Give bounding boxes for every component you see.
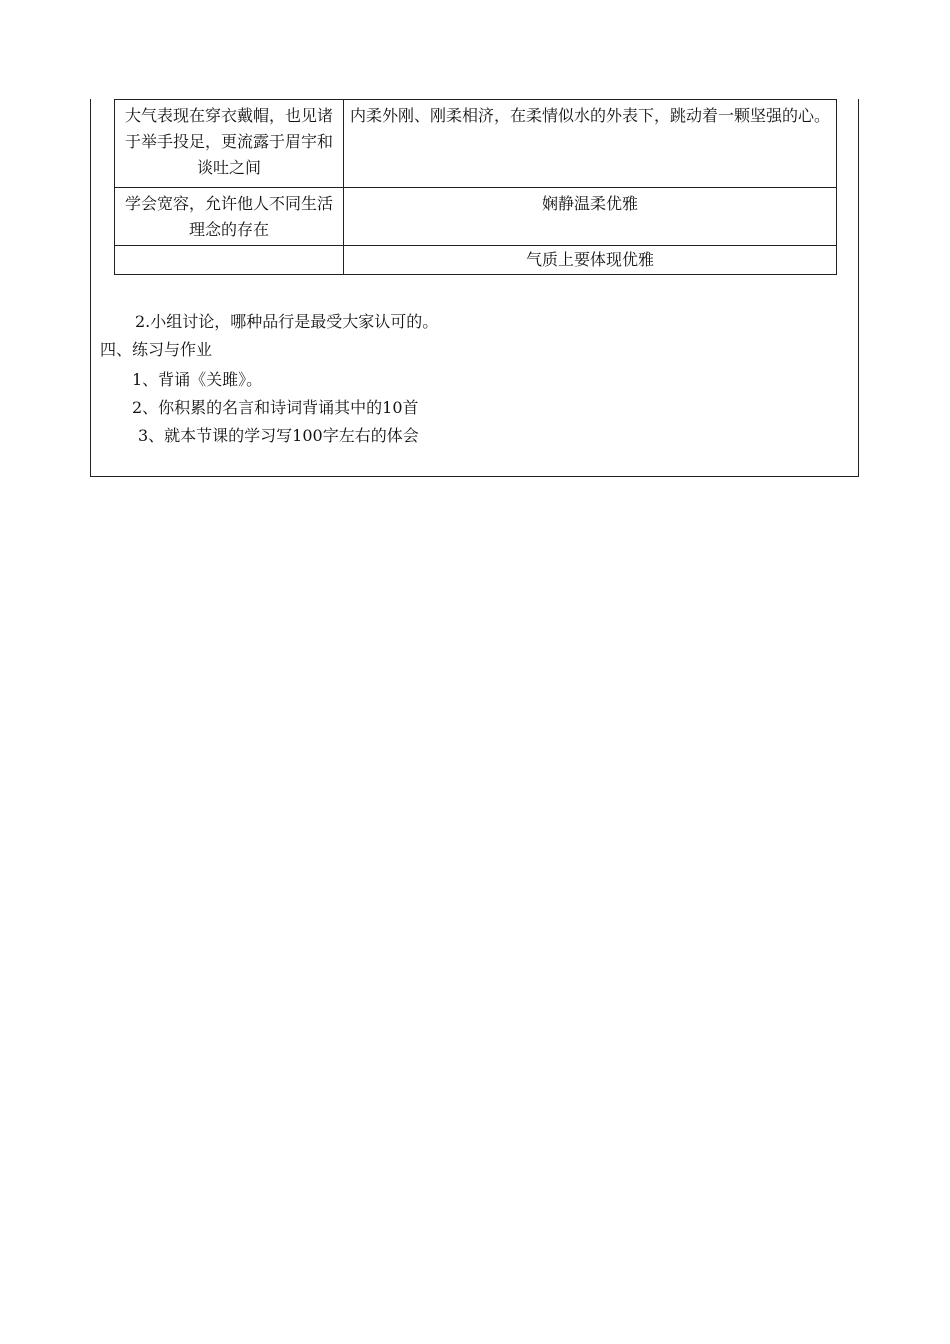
homework-item-1: 1、背诵《关雎》。 xyxy=(132,370,263,389)
table-cell-left xyxy=(115,246,344,275)
table-cell-right: 气质上要体现优雅 xyxy=(344,246,837,275)
section-heading: 四、练习与作业 xyxy=(100,340,213,359)
table-cell-right: 内柔外刚、刚柔相济，在柔情似水的外表下，跳动着一颗坚强的心。 xyxy=(344,100,837,188)
qualities-table xyxy=(114,99,837,275)
homework-item-2: 2、你积累的名言和诗词背诵其中的10首 xyxy=(132,398,419,417)
homework-item-3: 3、就本节课的学习写100字左右的体会 xyxy=(138,426,419,445)
table-row xyxy=(115,246,837,275)
table-row xyxy=(115,188,837,246)
table-row xyxy=(115,100,837,188)
discussion-text: 2.小组讨论，哪种品行是最受大家认可的。 xyxy=(135,312,439,331)
table-cell-left: 大气表现在穿衣戴帽，也见诸于举手投足，更流露于眉宇和谈吐之间 xyxy=(115,100,344,188)
table-cell-left: 学会宽容，允许他人不同生活理念的存在 xyxy=(115,188,344,246)
table-cell-right: 娴静温柔优雅 xyxy=(344,188,837,246)
